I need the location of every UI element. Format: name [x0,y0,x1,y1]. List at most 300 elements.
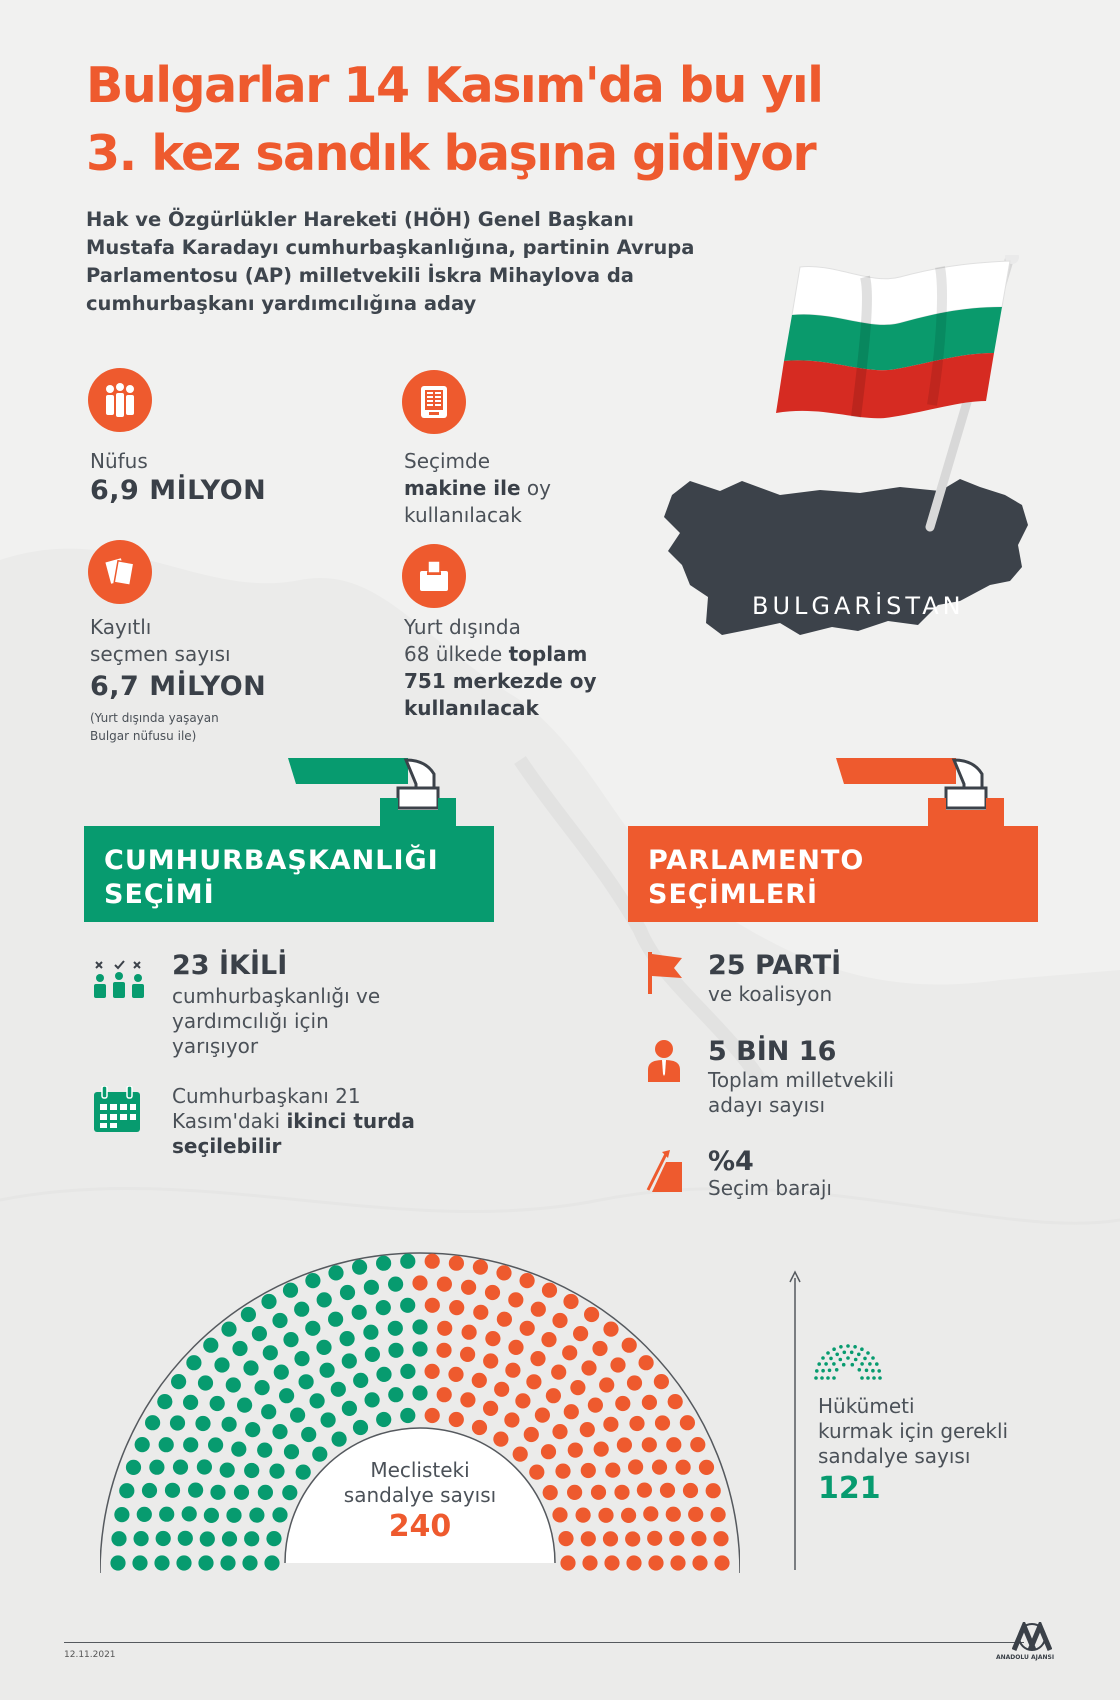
seat-green [234,1485,249,1500]
seat-orange [546,1388,561,1403]
abroad-line-4 [404,695,704,722]
seat-green [328,1312,343,1327]
seat-orange [535,1408,550,1423]
bulgaria-map-illustration [660,255,1080,715]
seat-orange [629,1416,644,1431]
seat-orange [642,1437,657,1452]
seat-green [183,1395,198,1410]
seat-green [274,1365,289,1380]
mini-seat [865,1369,869,1373]
seat-green [284,1444,299,1459]
seat-orange [494,1382,509,1397]
voters-note-2: Bulgar nüfusu ile) [90,729,197,743]
seat-green [301,1427,316,1442]
machine-line-2 [404,475,684,502]
seat-green [145,1415,160,1430]
mini-seat [871,1356,875,1360]
candidates-total-value: 5 BİN 16 [708,1036,837,1067]
seat-orange [505,1363,520,1378]
seat-green [332,1432,347,1447]
seat-orange [711,1507,726,1522]
seat-orange [437,1321,452,1336]
presidential-candidates-text [172,984,452,1059]
seat-orange [603,1322,618,1337]
parliament-banner-line-1: PARLAMENTO [648,845,865,876]
mini-seat [843,1351,847,1355]
anadolu-logo-text: ANADOLU AJANSI [996,1654,1055,1661]
mini-seat [846,1356,850,1360]
seat-green [200,1531,215,1546]
abroad-text [404,614,704,722]
seat-orange [437,1277,452,1292]
intro-text: Hak ve Özgürlükler Hareketi (HÖH) Genel Başkanı Mustafa Karadayı cumhurbaşkanlığına, partinin Avrupa Parlamentosu (AP) milletvekili İskra Mihaylova da cumhurbaşkanı yardımcılığına aday [86,208,695,315]
population-icon-circle [88,368,152,432]
mini-hemicycle-icon [810,1342,886,1382]
seat-green [352,1260,367,1275]
mini-seat [835,1353,839,1357]
seat-orange [604,1555,619,1570]
parties-value: 25 PARTİ [708,950,842,981]
seat-orange [666,1507,681,1522]
seat-orange [647,1531,662,1546]
seat-orange [436,1343,451,1358]
bulgarian-flag [776,261,1010,418]
parties-text: ve koalisyon [708,982,833,1006]
seat-green [226,1377,241,1392]
seat-green [266,1531,281,1546]
seat-orange [483,1401,498,1416]
seat-orange [460,1347,475,1362]
seat-green [157,1394,172,1409]
seat-green [363,1325,378,1340]
seat-green [210,1485,225,1500]
threshold-value: %4 [708,1146,754,1177]
seat-green [365,1392,380,1407]
seat-green [310,1393,325,1408]
seat-green [305,1321,320,1336]
mini-seat [839,1358,843,1362]
seat-orange [666,1437,681,1452]
seat-green [263,1345,278,1360]
seat-orange [627,1375,642,1390]
seat-orange [614,1485,629,1500]
seat-orange [655,1415,670,1430]
seat-green [208,1437,223,1452]
seat-green [342,1353,357,1368]
seat-green [142,1483,157,1498]
seat-green [331,1382,346,1397]
seat-green [159,1437,174,1452]
seat-orange [576,1508,591,1523]
mini-seat [832,1347,836,1351]
hemicycle-caption [320,1458,520,1546]
voters-label-2: seçmen sayısı [90,642,231,666]
candidates-total-line-2: adayı sayısı [708,1093,826,1117]
seat-green [279,1388,294,1403]
seat-orange [449,1256,464,1271]
seat-orange [643,1506,658,1521]
seat-green [244,1463,259,1478]
seat-green [210,1396,225,1411]
seat-orange [598,1508,613,1523]
mini-seat [858,1368,862,1372]
mini-seat [835,1368,839,1372]
seat-green [320,1363,335,1378]
round-line-3 [172,1134,472,1159]
seat-orange [460,1392,475,1407]
seat-orange [642,1395,657,1410]
seat-orange [526,1374,541,1389]
seat-green [170,1415,185,1430]
seat-green [321,1412,336,1427]
mini-seat [868,1362,872,1366]
seat-green [376,1256,391,1271]
seat-green [400,1364,415,1379]
seat-green [255,1380,270,1395]
seat-green [156,1531,171,1546]
mini-seat [826,1351,830,1355]
mini-seat [820,1376,824,1380]
seat-orange [425,1254,440,1269]
candidates-total-line-1: Toplam milletvekili [708,1068,895,1092]
page-title [86,52,1066,188]
seat-green [328,1265,343,1280]
seat-orange [581,1360,596,1375]
mini-seat [877,1369,881,1373]
seat-green [188,1483,203,1498]
seat-orange [529,1465,544,1480]
hemicycle-total: 240 [388,1509,452,1544]
seat-green [261,1294,276,1309]
mini-seat [878,1376,882,1380]
machine-line-3: kullanılacak [404,503,522,527]
anadolu-logo-icon [1012,1622,1052,1652]
seat-green [282,1485,297,1500]
seat-green [197,1459,212,1474]
seat-green [119,1483,134,1498]
seat-orange [594,1442,609,1457]
presidential-banner [84,826,494,922]
candidates-icon [90,958,148,1000]
seat-orange [552,1313,567,1328]
seat-green [195,1416,210,1431]
seat-orange [713,1531,728,1546]
seat-orange [425,1408,440,1423]
seat-orange [714,1555,729,1570]
seat-orange [564,1404,579,1419]
seat-green [183,1437,198,1452]
seat-green [220,1555,235,1570]
seat-orange [485,1331,500,1346]
mini-seat [828,1369,832,1373]
round-line-2 [172,1109,472,1134]
seat-orange [660,1483,675,1498]
seat-green [294,1351,309,1366]
seat-green [400,1408,415,1423]
seat-orange [531,1302,546,1317]
seat-orange [581,1531,596,1546]
seat-orange [412,1275,427,1290]
seat-orange [581,1463,596,1478]
seat-orange [670,1555,685,1570]
seat-green [290,1408,305,1423]
seat-green [198,1375,213,1390]
machine-rest: oy [520,476,551,500]
seat-green [137,1507,152,1522]
abroad-line-2 [404,641,704,668]
map-label: BULGARİSTAN [752,592,965,620]
seat-green [388,1321,403,1336]
mini-seat [866,1351,870,1355]
mini-seat [821,1369,825,1373]
seat-green [317,1292,332,1307]
government-line-2: kurmak için gerekli [818,1419,1009,1443]
seat-green [245,1422,260,1437]
seat-orange [588,1398,603,1413]
abroad-icon-circle [402,544,466,608]
machine-icon-circle [402,370,466,434]
round-line-2b: ikinci turda [286,1109,415,1133]
abroad-line-1: Yurt dışında [404,615,521,639]
seat-green [241,1307,256,1322]
machine-bold: makine ile [404,476,521,500]
seat-orange [648,1555,663,1570]
seat-orange [437,1387,452,1402]
seat-orange [448,1367,463,1382]
candidates-line-3: yarışıyor [172,1034,259,1058]
seat-orange [562,1345,577,1360]
seat-green [132,1555,147,1570]
seat-orange [508,1292,523,1307]
abroad-line-4-bold: kullanılacak [404,696,539,720]
seat-orange [637,1483,652,1498]
mini-seat [842,1363,846,1367]
presidential-round-text [172,1084,472,1159]
seat-orange [473,1305,488,1320]
seat-green [340,1331,355,1346]
mini-seat [863,1357,867,1361]
seat-green [305,1273,320,1288]
hemicycle-label-1: Meclisteki [370,1458,470,1482]
ballot-box-icon [415,557,453,595]
presidential-candidates-value: 23 İKİLİ [172,950,288,981]
candidates-line-1: cumhurbaşkanlığı ve [172,984,381,1008]
seat-orange [543,1485,558,1500]
seat-orange [573,1326,588,1341]
seat-green [365,1347,380,1362]
seat-green [149,1460,164,1475]
seat-orange [622,1338,637,1353]
threshold-text: Seçim barajı [708,1176,832,1200]
seat-green [126,1460,141,1475]
seat-green [111,1531,126,1546]
seat-orange [680,1415,695,1430]
seat-orange [515,1393,530,1408]
seat-orange [688,1507,703,1522]
seat-green [299,1374,314,1389]
mini-seat [851,1363,855,1367]
seat-orange [552,1507,567,1522]
seat-green [231,1442,246,1457]
seat-orange [592,1341,607,1356]
seat-green [237,1398,252,1413]
mini-seat [814,1376,818,1380]
mini-seat [854,1358,858,1362]
seat-green [252,1326,267,1341]
mini-seat [826,1376,830,1380]
seat-green [222,1417,237,1432]
seat-orange [496,1265,511,1280]
voters-label-1: Kayıtlı [90,615,152,639]
seat-orange [690,1437,705,1452]
seat-green [214,1357,229,1372]
seat-green [376,1300,391,1315]
person-icon [646,1038,682,1084]
seat-orange [551,1365,566,1380]
seat-green [171,1374,186,1389]
seat-green [283,1332,298,1347]
seat-green [283,1283,298,1298]
seat-orange [472,1373,487,1388]
seat-orange [580,1422,595,1437]
mini-seat [853,1345,857,1349]
seat-green [182,1506,197,1521]
seat-green [353,1420,368,1435]
candidates-total-text [708,1068,968,1118]
seat-green [412,1319,427,1334]
seat-orange [591,1485,606,1500]
seat-orange [497,1312,512,1327]
mini-seat [821,1356,825,1360]
voters-note-1: (Yurt dışında yaşayan [90,711,219,725]
seat-green [135,1437,150,1452]
seat-orange [669,1531,684,1546]
seat-green [232,1341,247,1356]
seat-orange [628,1459,643,1474]
government-line-1: Hükümeti [818,1394,915,1418]
seat-green [294,1302,309,1317]
seat-orange [603,1531,618,1546]
seat-orange [699,1460,714,1475]
seat-orange [504,1412,519,1427]
seat-green [226,1508,241,1523]
abroad-line-3-bold: 751 merkezde oy [404,669,597,693]
seat-green [272,1424,287,1439]
seat-green [114,1507,129,1522]
seat-orange [552,1424,567,1439]
seat-green [242,1555,257,1570]
seat-green [352,1305,367,1320]
seat-green [261,1404,276,1419]
seat-green [178,1531,193,1546]
seat-green [316,1340,331,1355]
calendar-icon [92,1086,142,1134]
seat-green [353,1373,368,1388]
seat-orange [605,1463,620,1478]
seat-green [376,1412,391,1427]
mini-seat [829,1357,833,1361]
seat-green [186,1355,201,1370]
seat-orange [615,1396,630,1411]
mini-seat [860,1347,864,1351]
hemicycle-label-2: sandalye sayısı [343,1483,497,1507]
mini-seat [866,1376,870,1380]
seat-orange [520,1273,535,1288]
seat-green [388,1387,403,1402]
mini-seat [832,1362,836,1366]
seat-green [203,1338,218,1353]
seat-green [221,1322,236,1337]
seat-green [220,1463,235,1478]
mini-seat [875,1362,879,1366]
mini-seat [850,1351,854,1355]
people-icon [100,380,140,420]
round-line-2a: Kasım'daki [172,1109,287,1133]
round-line-1: Cumhurbaşkanı 21 [172,1084,361,1108]
seat-green [412,1385,427,1400]
voting-machine-icon [415,383,453,421]
seat-green [388,1277,403,1292]
seat-orange [652,1460,667,1475]
seat-orange [621,1508,636,1523]
machine-line-1: Seçimde [404,449,491,473]
seat-orange [692,1555,707,1570]
seat-orange [626,1555,641,1570]
ballot-paper-icon [102,554,138,590]
seat-orange [555,1464,570,1479]
seat-orange [560,1555,575,1570]
seat-orange [425,1364,440,1379]
mini-seat [817,1362,821,1366]
seat-orange [558,1531,573,1546]
parliament-banner-line-2: SEÇİMLERİ [648,879,819,910]
mini-seat [872,1376,876,1380]
seat-green [400,1254,415,1269]
seat-orange [542,1283,557,1298]
seat-orange [493,1432,508,1447]
seat-green [342,1401,357,1416]
seat-orange [520,1321,535,1336]
seat-orange [599,1377,614,1392]
abroad-line-3 [404,668,704,695]
seat-green [364,1280,379,1295]
seat-green [412,1341,427,1356]
machine-text [404,448,684,529]
voters-value: 6,7 MİLYON [90,671,267,702]
seat-orange [654,1374,669,1389]
seat-green [110,1555,125,1570]
seat-orange [567,1485,582,1500]
seat-orange [462,1325,477,1340]
seat-green [176,1555,191,1570]
threshold-icon [644,1148,684,1194]
abroad-line-2a: 68 ülkede [404,642,509,666]
seat-orange [691,1531,706,1546]
abroad-line-2b: toplam [508,642,588,666]
seat-green [340,1285,355,1300]
mini-seat [860,1362,864,1366]
seat-green [269,1464,284,1479]
seat-orange [568,1443,583,1458]
government-line-3: sandalye sayısı [818,1444,971,1468]
seat-orange [584,1307,599,1322]
government-value: 121 [818,1471,881,1506]
round-line-3-bold: seçilebilir [172,1134,282,1158]
vertical-arrow [788,1270,802,1570]
seat-orange [625,1531,640,1546]
candidates-line-2: yardımcılığı için [172,1009,329,1033]
seat-orange [530,1351,545,1366]
